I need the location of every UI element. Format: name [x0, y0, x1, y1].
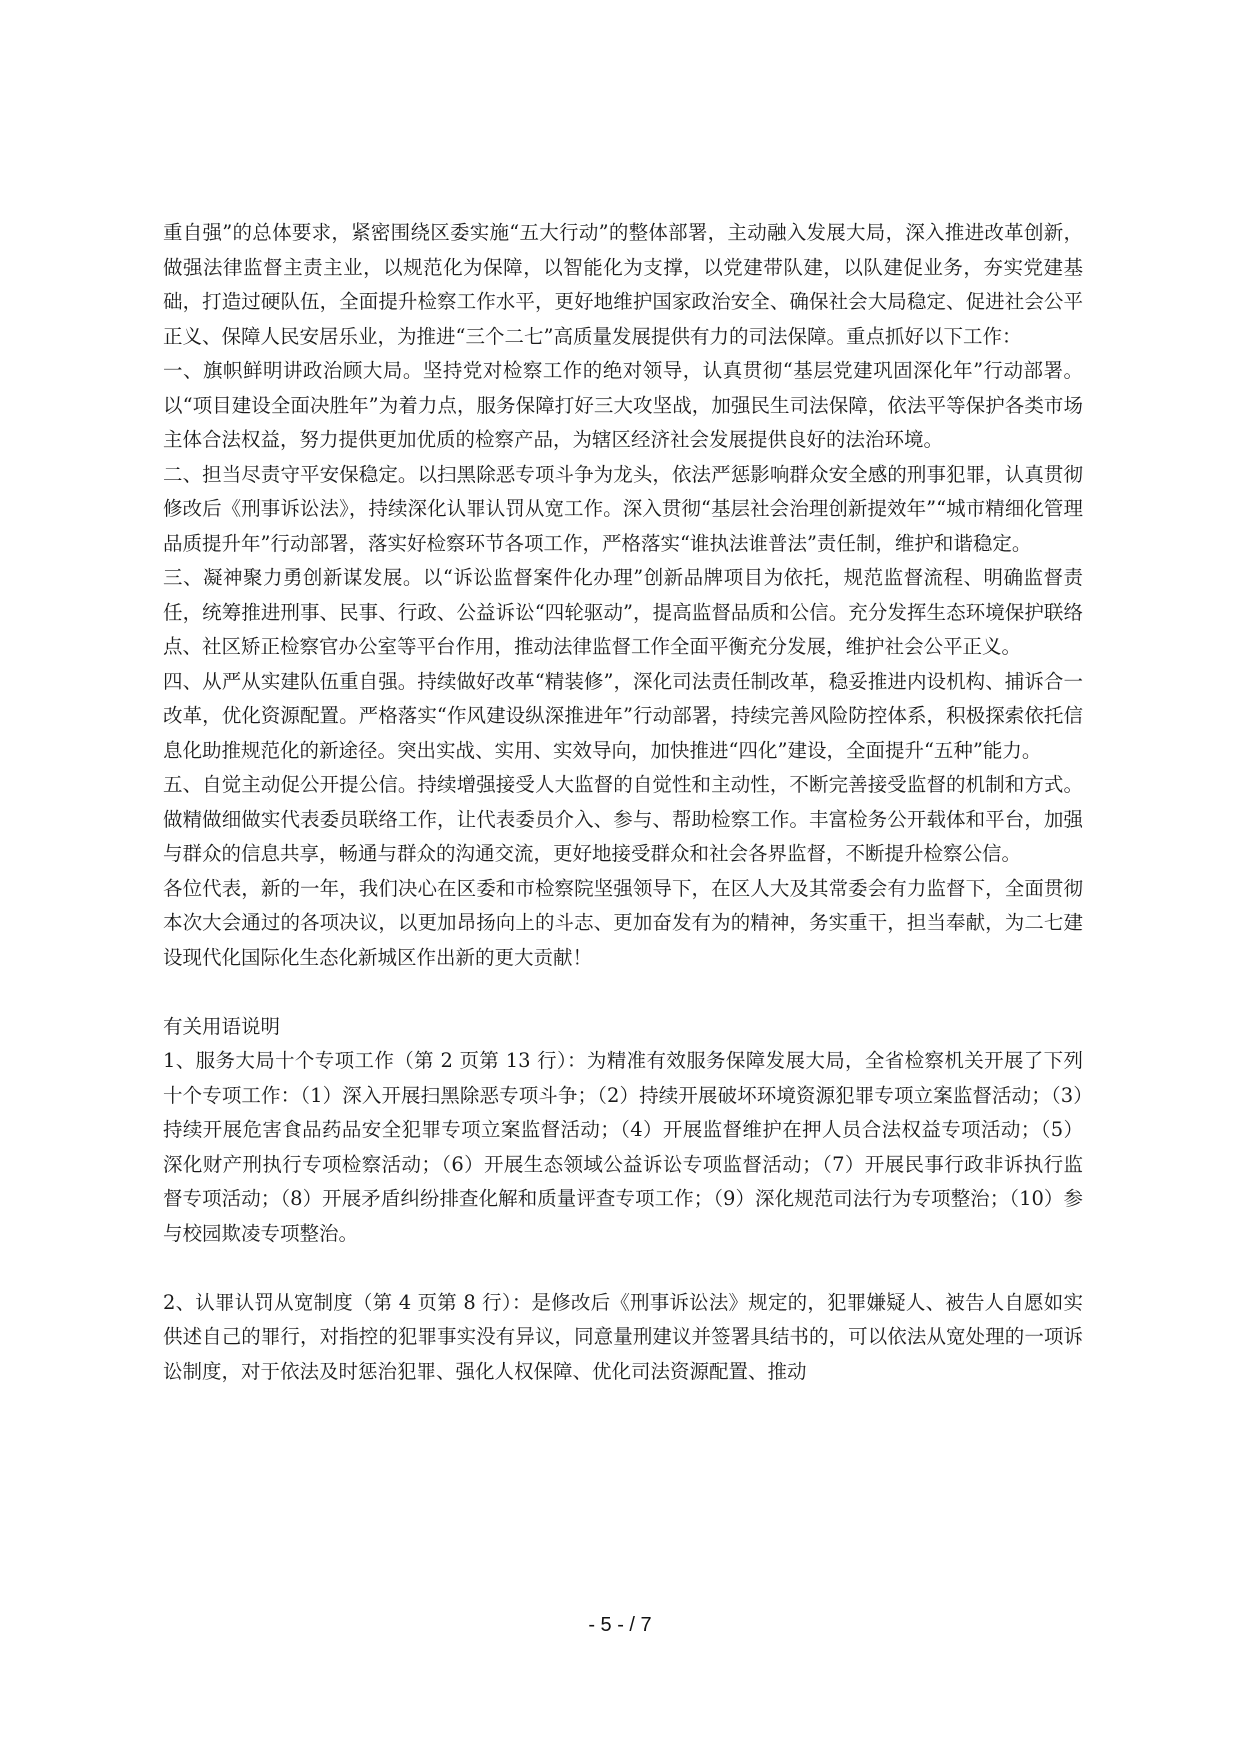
paragraph-closing: 各位代表，新的一年，我们决心在区委和市检察院坚强领导下，在区人大及其常委会有力监督下，全面贯彻本次大会通过的各项决议，以更加昂扬向上的斗志、更加奋发有为的精神，务实重干，担当奉献，为二七建设现代化国际化生态化新城区作出新的更大贡献！: [163, 876, 1083, 969]
paragraph-section-3: 三、凝神聚力勇创新谋发展。以“诉讼监督案件化办理”创新品牌项目为依托，规范监督流程、明确监督责任，统筹推进刑事、民事、行政、公益诉讼“四轮驱动”，提高监督品质和公信。充分发挥生态环境保护联络点、社区矫正检察官办公室等平台作用，推动法律监督工作全面平衡充分发展，维护社会公平正义。: [163, 566, 1083, 658]
paragraph-intro: 重自强”的总体要求，紧密围绕区委实施“五大行动”的整体部署，主动融入发展大局，深入推进改革创新，做强法律监督主责主业，以规范化为保障，以智能化为支撑，以党建带队建，以队建促业务，夯实党建基础，打造过硬队伍，全面提升检察工作水平，更好地维护国家政治安全、确保社会大局稳定、促进社会公平正义、保障人民安居乐业，为推进“三个二七”高质量发展提供有力的司法保障。重点抓好以下工作：: [163, 221, 1083, 348]
glossary-title: 有关用语说明: [163, 1014, 281, 1038]
glossary-item-1: 1、服务大局十个专项工作（第 2 页第 13 行）：为精准有效服务保障发展大局，全省检察机关开展了下列十个专项工作：（1）深入开展扫黑除恶专项斗争；（2）持续开展破坏环境资源犯罪专项立案监督活动；（3）持续开展危害食品药品安全犯罪专项立案监督活动；（4）开展监督维护在押人员合法权益专项活动；（5）深化财产刑执行专项检察活动；（6）开展生态领域公益诉讼专项监督活动；（7）开展民事行政非诉执行监督专项活动；（8）开展矛盾纠纷排查化解和质量评查专项工作；（9）深化规范司法行为专项整治；（10）参与校园欺凌专项整治。: [163, 1049, 1083, 1245]
document-body: [163, 216, 1083, 1389]
paragraph-section-2: 二、担当尽责守平安保稳定。以扫黑除恶专项斗争为龙头，依法严惩影响群众安全感的刑事犯罪，认真贯彻修改后《刑事诉讼法》，持续深化认罪认罚从宽工作。深入贯彻“基层社会治理创新提效年”“城市精细化管理品质提升年”行动部署，落实好检察环节各项工作，严格落实“谁执法谁普法”责任制，维护和谐稳定。: [163, 462, 1083, 555]
blank-line: [163, 1251, 1083, 1286]
page-number: - 5 - / 7: [588, 1614, 652, 1636]
paragraph-section-1: 一、旗帜鲜明讲政治顾大局。坚持党对检察工作的绝对领导，认真贯彻“基层党建巩固深化年”行动部署。以“项目建设全面决胜年”为着力点，服务保障打好三大攻坚战，加强民生司法保障，依法平等保护各类市场主体合法权益，努力提供更加优质的检察产品，为辖区经济社会发展提供良好的法治环境。: [163, 359, 1083, 451]
glossary-item-2: 2、认罪认罚从宽制度（第 4 页第 8 行）：是修改后《刑事诉讼法》规定的，犯罪嫌疑人、被告人自愿如实供述自己的罪行，对指控的犯罪事实没有异议，同意量刑建议并签署具结书的，可以依法从宽处理的一项诉讼制度，对于依法及时惩治犯罪、强化人权保障、优化司法资源配置、推动: [163, 1290, 1083, 1383]
paragraph-section-5: 五、自觉主动促公开提公信。持续增强接受人大监督的自觉性和主动性，不断完善接受监督的机制和方式。做精做细做实代表委员联络工作，让代表委员介入、参与、帮助检察工作。丰富检务公开载体和平台，加强与群众的信息共享，畅通与群众的沟通交流，更好地接受群众和社会各界监督，不断提升检察公信。: [163, 773, 1083, 865]
blank-line: [163, 975, 1083, 1010]
paragraph-section-4: 四、从严从实建队伍重自强。持续做好改革“精装修”，深化司法责任制改革，稳妥推进内设机构、捕诉合一改革，优化资源配置。严格落实“作风建设纵深推进年”行动部署，持续完善风险防控体系，积极探索依托信息化助推规范化的新途径。突出实战、实用、实效导向，加快推进“四化”建设，全面提升“五种”能力。: [163, 669, 1083, 762]
